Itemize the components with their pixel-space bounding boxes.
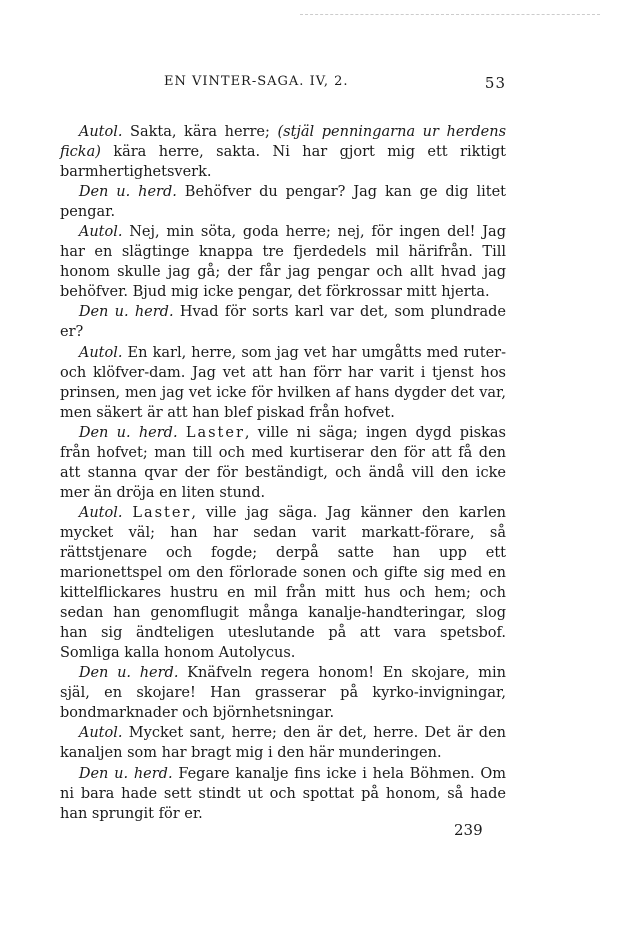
printer-signature: 239	[454, 821, 483, 839]
speech-text	[122, 505, 132, 521]
dialogue-paragraph	[60, 182, 506, 222]
speech-text: En karl, herre, som jag vet har umgåtts med ruter- och klöfver-dam. Jag vet att han förr har varit i tjenst hos prinsen, men jag vet icke för hvilken af hans dygder det var, men säkert är att han blef piskad från hofvet.	[60, 344, 506, 421]
speaker-name: Autol.	[78, 124, 123, 140]
speaker-name: Den u. herd.	[78, 424, 178, 441]
dialogue-body	[60, 122, 506, 824]
speech-text: Sakta, kära herre;	[122, 124, 278, 140]
speaker-name: Den u. herd.	[78, 765, 173, 782]
dialogue-paragraph	[60, 122, 506, 182]
speech-text: Mycket sant, herre; den är det, herre. Det är den kanaljen som har bragt mig i den här munderingen.	[60, 725, 506, 762]
speech-text: , ville jag säga. Jag känner den karlen mycket väl; han har sedan varit markatt-förare, så rättstjenare och fogde; derpå satte han upp ett marionettspel om den förlorade sonen och gifte sig med en kittelflickares hustru en mil från mitt hus och hem; och sedan han genomflugit många kanalje-handteringar, slog han sig ändteligen uteslutande på att vara spetsbof. Somliga kalla honom Autolycus.	[60, 504, 507, 662]
speech-text: kära herre, sakta. Ni har gjort mig ett riktigt barmhertighetsverk.	[60, 144, 506, 181]
speech-text: Knäfveln regera honom! En skojare, min själ, en skojare! Han grasserar på kyrko-invigningar, bondmarknader och björnhetsningar.	[60, 665, 506, 722]
speech-text: Hvad för sorts karl var det, som plundrade er?	[60, 304, 506, 341]
speaker-name: Autol.	[78, 725, 123, 742]
dialogue-paragraph	[60, 723, 506, 763]
top-edge-mark	[300, 14, 600, 16]
speech-text: Nej, min söta, goda herre; nej, för ingen del! Jag har en slägtinge knappa tre fjerdedels mil härifrån. Till honom skulle jag gå; der får jag pengar och allt hvad jag behöfver. Bjud mig icke pengar, det förkrossar mitt hjerta.	[60, 224, 506, 301]
stage-direction: (stjäl penningarna ur herdens ficka)	[60, 124, 507, 161]
dialogue-paragraph	[60, 302, 506, 342]
page-number: 53	[484, 74, 506, 92]
dialogue-paragraph	[60, 764, 506, 824]
running-title: EN VINTER-SAGA. IV, 2.	[164, 74, 349, 89]
speech-text: Fegare kanalje fins icke i hela Böhmen. Om ni bara hade sett stindt ut och spottat på honom, så hade han sprungit för er.	[60, 765, 506, 822]
spaced-word: Laster	[185, 424, 245, 441]
dialogue-paragraph	[60, 423, 506, 503]
dialogue-paragraph	[60, 343, 506, 423]
running-header	[60, 74, 506, 94]
speaker-name: Den u. herd.	[78, 665, 179, 682]
speaker-name: Autol.	[78, 504, 123, 521]
speech-text: Behöfver du pengar? Jag kan ge dig litet pengar.	[60, 184, 506, 221]
dialogue-paragraph	[60, 222, 506, 302]
speech-text: , ville ni säga; ingen dygd piskas från hofvet; man till och med kurtiserar den för att få den att stanna qvar der för beständigt, och ändå vill den icke mer än dröja en liten stund.	[60, 424, 506, 501]
speaker-name: Den u. herd.	[78, 184, 177, 201]
speaker-name: Autol.	[78, 344, 123, 361]
speaker-name: Autol.	[78, 224, 123, 241]
dialogue-paragraph	[60, 503, 506, 663]
page	[60, 74, 506, 824]
speech-text	[178, 425, 186, 441]
dialogue-paragraph	[60, 663, 506, 723]
spaced-word: Laster	[132, 504, 192, 521]
speaker-name: Den u. herd.	[78, 304, 174, 321]
